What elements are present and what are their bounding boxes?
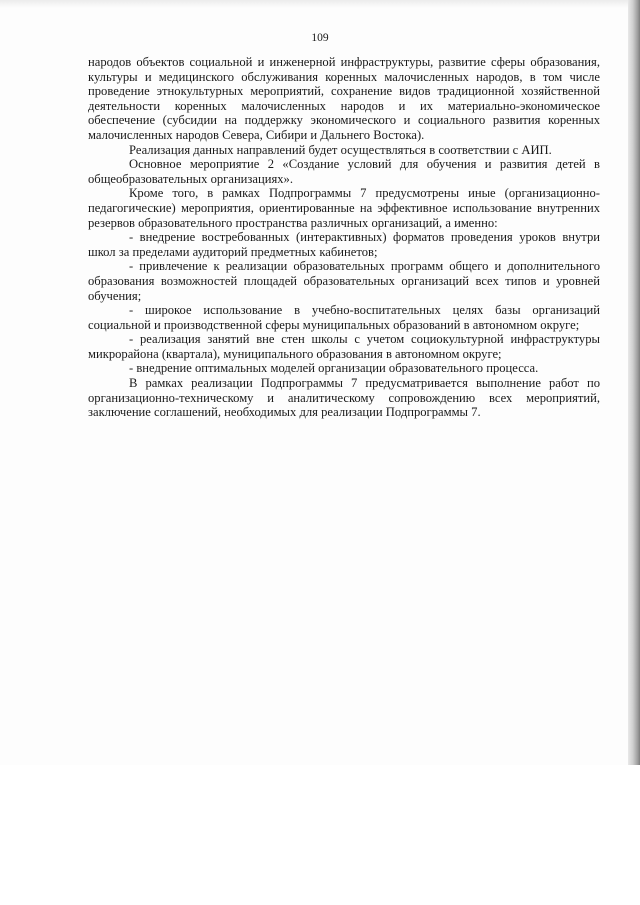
paragraph-other-activities: Кроме того, в рамках Подпрограммы 7 предусмотрены иные (организационно-педагогические) мероприятия, ориентированные на эффективное использование внутренних резервов образовательного пространства различных организаций, а именно:: [88, 186, 600, 230]
scan-top-shadow: [0, 0, 628, 8]
scan-edge-shadow: [628, 0, 640, 765]
paragraph-support-works: В рамках реализации Подпрограммы 7 предусматривается выполнение работ по организационно-техническому и аналитическому сопровождению всех мероприятий, заключение соглашений, необходимых для реализации Подпрограммы 7.: [88, 376, 600, 420]
document-body: [88, 55, 600, 420]
page-number: 109: [311, 32, 329, 44]
paragraph-implementation: Реализация данных направлений будет осуществляться в соответствии с АИП.: [129, 142, 552, 157]
list-item-interactive-formats: - внедрение востребованных (интерактивных) форматов проведения уроков внутри школ за пределами аудиторий предметных кабинетов;: [88, 230, 600, 259]
paragraph-main-activity-2: Основное мероприятие 2 «Создание условий для обучения и развития детей в общеобразовательных организациях».: [88, 157, 600, 186]
paragraph-continuation: народов объектов социальной и инженерной инфраструктуры, развитие сферы образования, культуры и медицинского обслуживания коренных малочисленных народов, в том числе проведение этнокультурных мероприятий, сохранение видов традиционной хозяйственной деятельности коренных малочисленных народов и их материально-экономическое обеспечение (субсидии на поддержку экономического и социального развития коренных малочисленных народов Севера, Сибири и Дальнего Востока).: [88, 55, 600, 142]
list-item-social-base: - широкое использование в учебно-воспитательных целях базы организаций социальной и производственной сферы муниципальных образований в автономном округе;: [88, 303, 600, 332]
list-item-outside-school: - реализация занятий вне стен школы с учетом социокультурной инфраструктуры микрорайона (квартала), муниципального образования в автономном округе;: [88, 332, 600, 361]
list-item-models: - внедрение оптимальных моделей организации образовательного процесса.: [129, 361, 539, 376]
list-item-premises: - привлечение к реализации образовательных программ общего и дополнительного образования возможностей площадей образовательных организаций всех типов и уровней обучения;: [88, 259, 600, 303]
